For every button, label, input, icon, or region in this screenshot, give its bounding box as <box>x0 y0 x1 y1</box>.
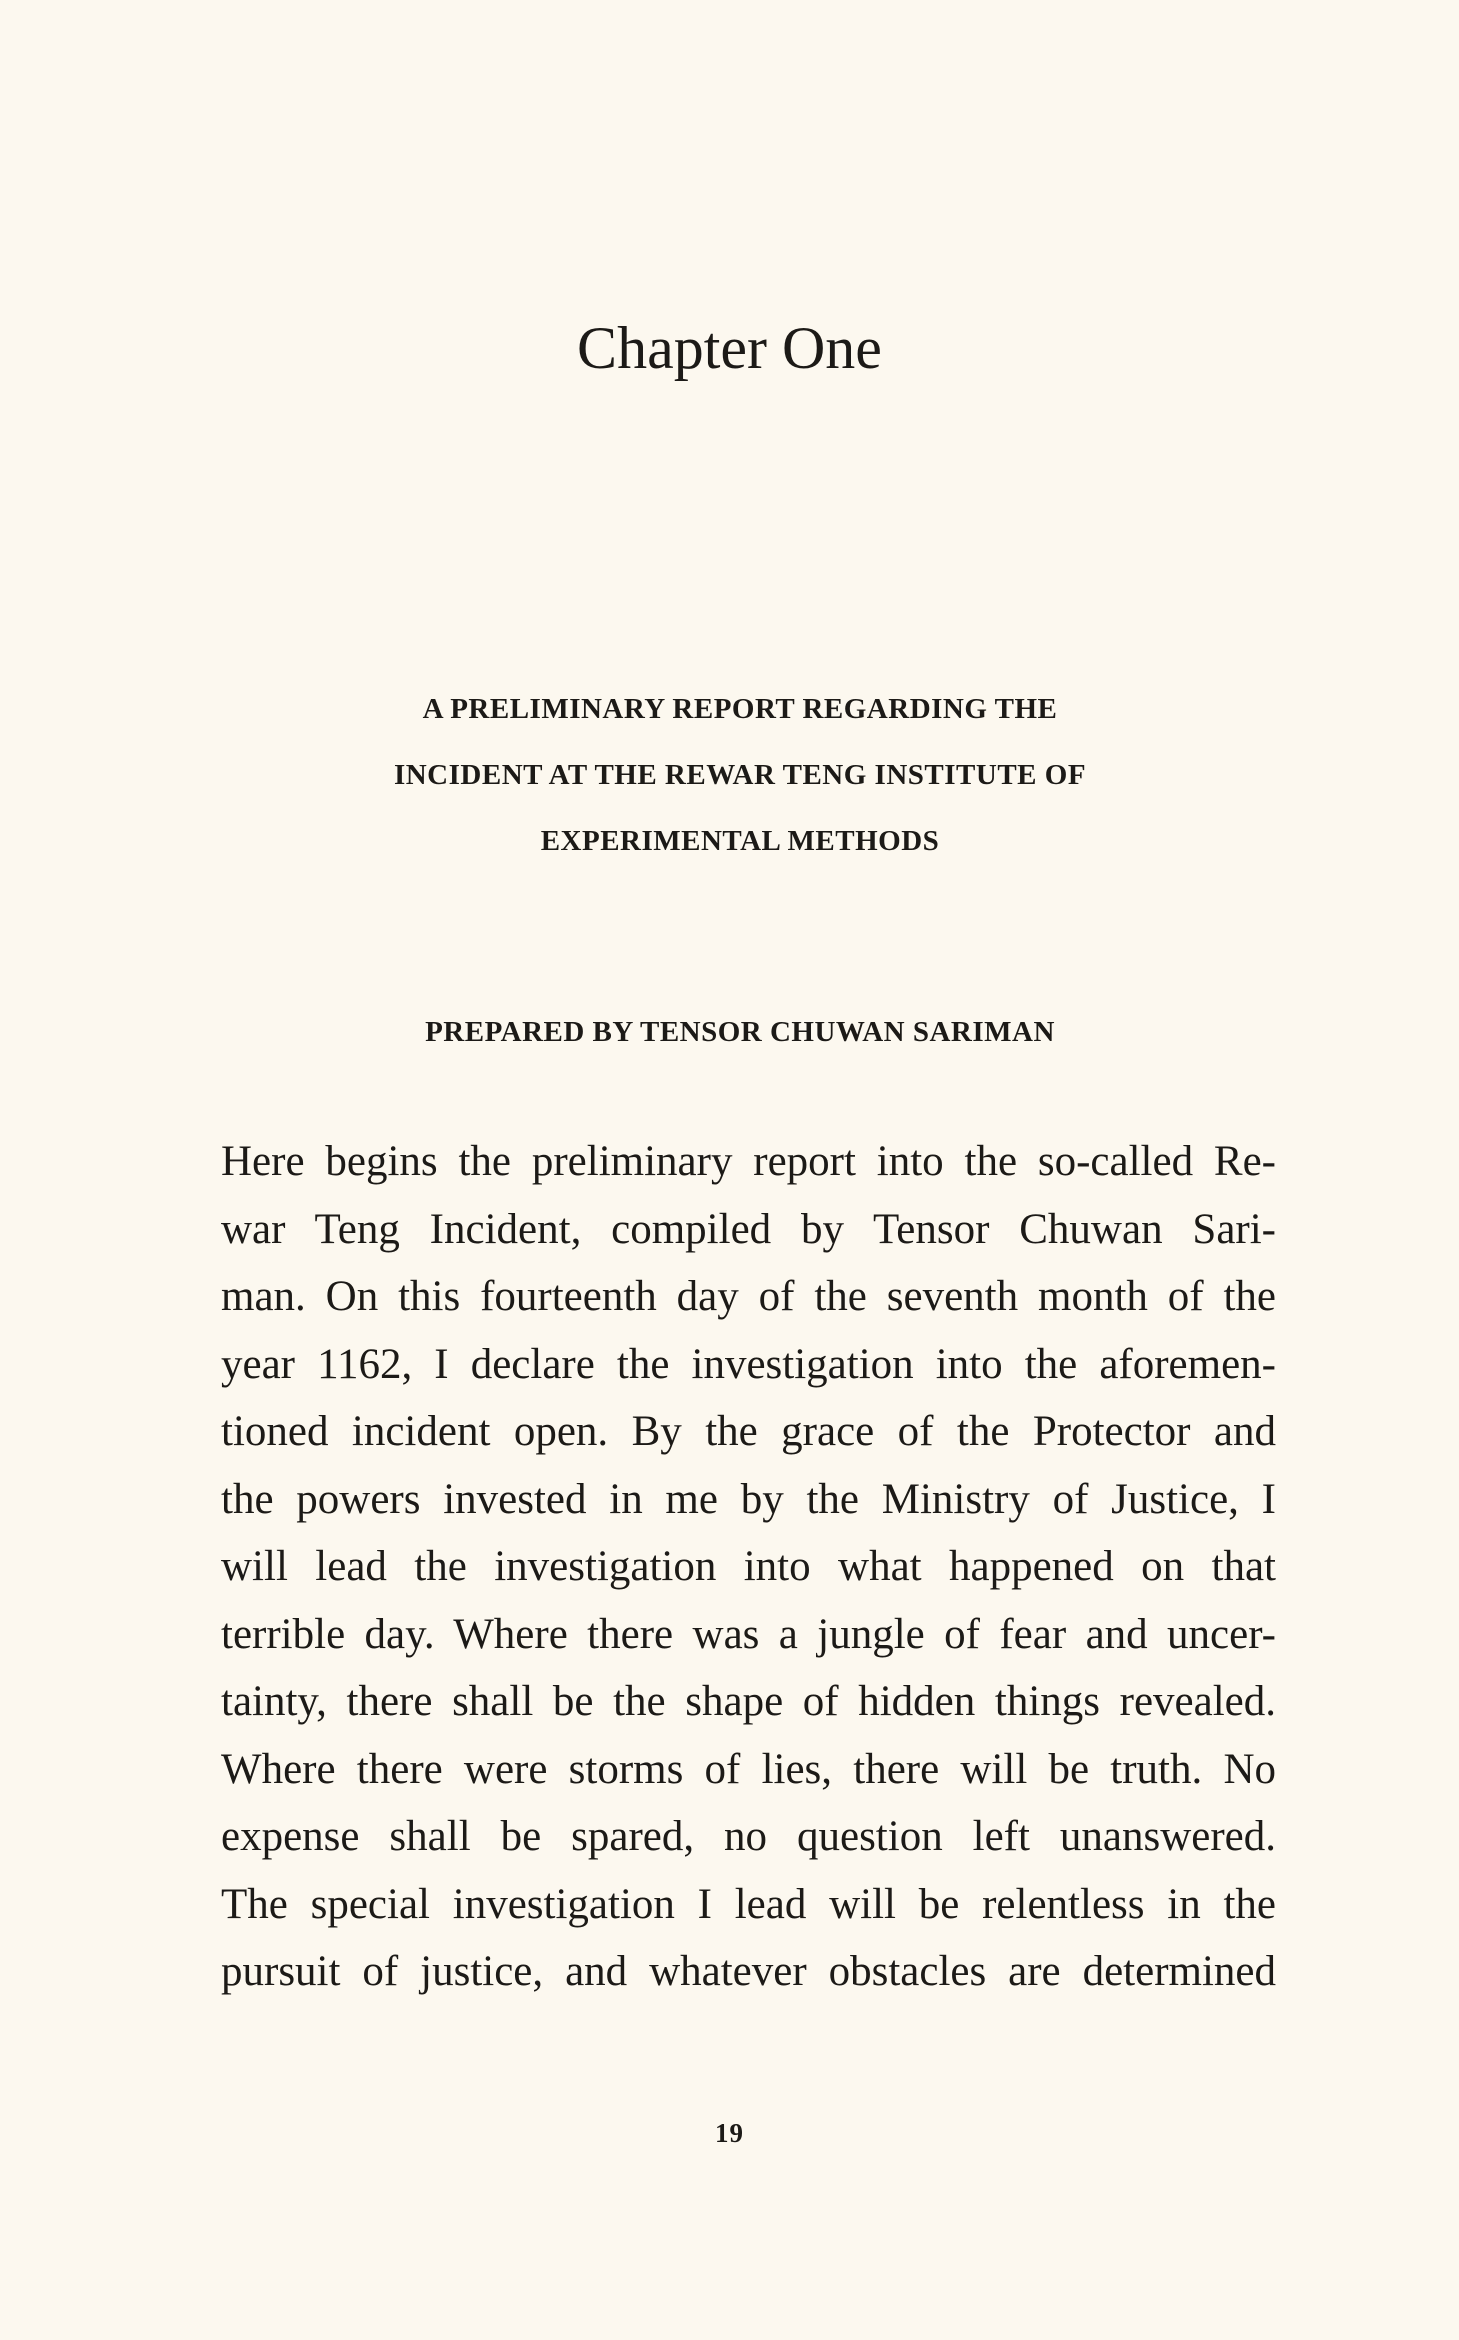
report-title-line: INCIDENT AT THE REWAR TENG INSTITUTE OF <box>393 759 1087 791</box>
body-line: pursuit of justice, and whatever obstacles are determined <box>221 1948 1276 1995</box>
body-paragraph <box>221 1128 1276 2006</box>
report-title <box>230 676 1250 874</box>
body-line: terrible day. Where there was a jungle of fear and uncer- <box>221 1610 1276 1658</box>
body-line: tioned incident open. By the grace of the Protector and <box>221 1408 1276 1455</box>
report-title-line: EXPERIMENTAL METHODS <box>540 825 940 857</box>
body-line: year 1162, I declare the investigation into the aforemen- <box>221 1340 1276 1388</box>
chapter-title: Chapter One <box>577 315 882 381</box>
body-line: the powers invested in me by the Ministry of Justice, I <box>221 1475 1276 1523</box>
page-number: 19 <box>715 2118 744 2148</box>
body-line: expense shall be spared, no question left unanswered. <box>221 1813 1276 1860</box>
body-line: war Teng Incident, compiled by Tensor Chuwan Sari- <box>221 1205 1276 1253</box>
body-line: tainty, there shall be the shape of hidden things revealed. <box>221 1678 1276 1725</box>
body-line: The special investigation I lead will be relentless in the <box>221 1880 1276 1928</box>
body-line: will lead the investigation into what happened on that <box>221 1543 1276 1590</box>
body-line: Here begins the preliminary report into the so-called Re- <box>221 1138 1276 1185</box>
body-line: man. On this fourteenth day of the seventh month of the <box>221 1273 1276 1320</box>
report-title-line: A PRELIMINARY REPORT REGARDING THE <box>422 693 1058 725</box>
prepared-by: PREPARED BY TENSOR CHUWAN SARIMAN <box>425 1016 1055 1048</box>
body-line: Where there were storms of lies, there will be truth. No <box>221 1745 1276 1793</box>
